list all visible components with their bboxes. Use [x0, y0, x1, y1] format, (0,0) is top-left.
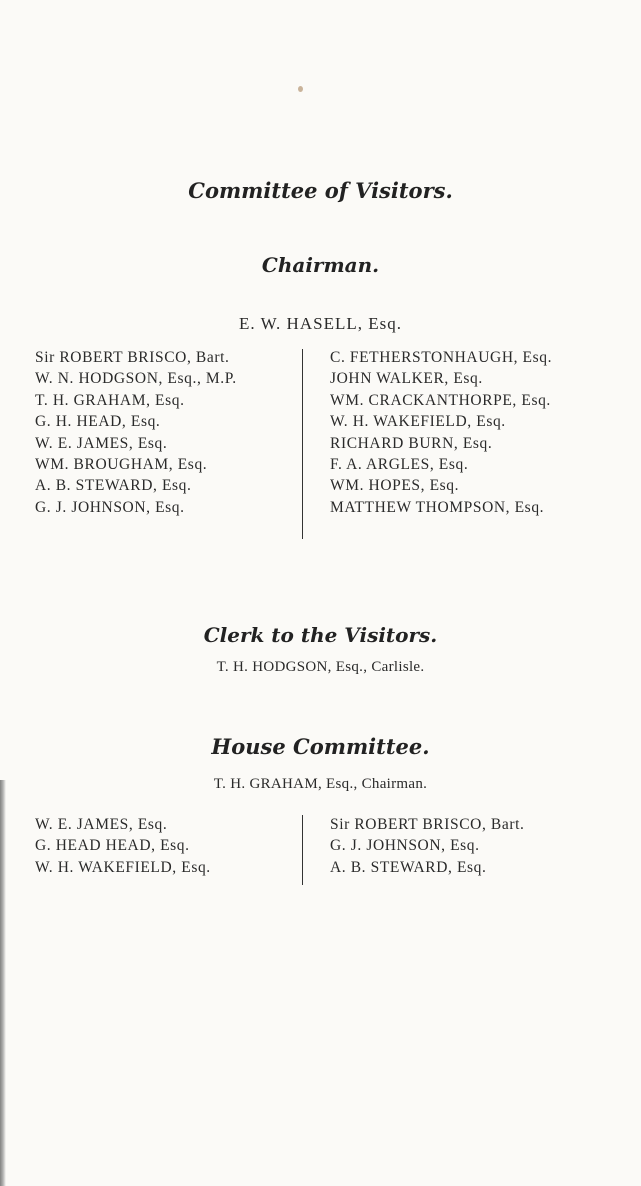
member-name: Sir ROBERT BRISCO, Bart. — [330, 816, 525, 833]
house-committee-column-divider — [302, 815, 303, 885]
house-committee-chairman: T. H. GRAHAM, Esq., Chairman. — [213, 776, 428, 792]
member-name: F. A. ARGLES, Esq. — [330, 456, 469, 474]
ink-spot — [298, 86, 303, 92]
page-gutter-shadow — [0, 780, 6, 1186]
member-name: WM. HOPES, Esq. — [330, 477, 460, 495]
chairman-heading: Chairman. — [261, 253, 380, 277]
member-name: Sir ROBERT BRISCO, Bart. — [35, 349, 230, 366]
member-name: G. HEAD HEAD, Esq. — [35, 837, 190, 855]
clerk-heading: Clerk to the Visitors. — [203, 623, 438, 647]
member-name: W. E. JAMES, Esq. — [35, 434, 168, 452]
member-name: W. H. WAKEFIELD, Esq. — [35, 858, 211, 876]
member-name: T. H. GRAHAM, Esq. — [35, 391, 185, 409]
committee-column-divider — [302, 349, 303, 539]
member-name: MATTHEW THOMPSON, Esq. — [330, 498, 545, 516]
member-name: W. H. WAKEFIELD, Esq. — [330, 413, 506, 431]
house-committee-left-column — [35, 814, 211, 878]
member-name: A. B. STEWARD, Esq. — [330, 858, 487, 876]
member-name: WM. CRACKANTHORPE, Esq. — [330, 391, 551, 409]
clerk-name: T. H. HODGSON, Esq., Carlisle. — [216, 659, 425, 675]
committee-right-column — [330, 347, 552, 518]
member-name: W. E. JAMES, Esq. — [35, 816, 168, 833]
member-name: G. H. HEAD, Esq. — [35, 413, 161, 431]
member-name: WM. BROUGHAM, Esq. — [35, 456, 208, 474]
member-name: G. J. JOHNSON, Esq. — [330, 837, 480, 855]
member-name: W. N. HODGSON, Esq., M.P. — [35, 370, 237, 388]
house-committee-right-column — [330, 814, 524, 878]
member-name: JOHN WALKER, Esq. — [330, 370, 483, 388]
member-name: RICHARD BURN, Esq. — [330, 434, 493, 452]
committee-title: Committee of Visitors. — [188, 178, 453, 203]
house-committee-heading: House Committee. — [211, 734, 430, 759]
committee-left-column — [35, 347, 237, 518]
member-name: C. FETHERSTONHAUGH, Esq. — [330, 349, 553, 366]
chairman-name: E. W. HASELL, Esq. — [239, 314, 402, 333]
member-name: G. J. JOHNSON, Esq. — [35, 498, 185, 516]
member-name: A. B. STEWARD, Esq. — [35, 477, 192, 495]
